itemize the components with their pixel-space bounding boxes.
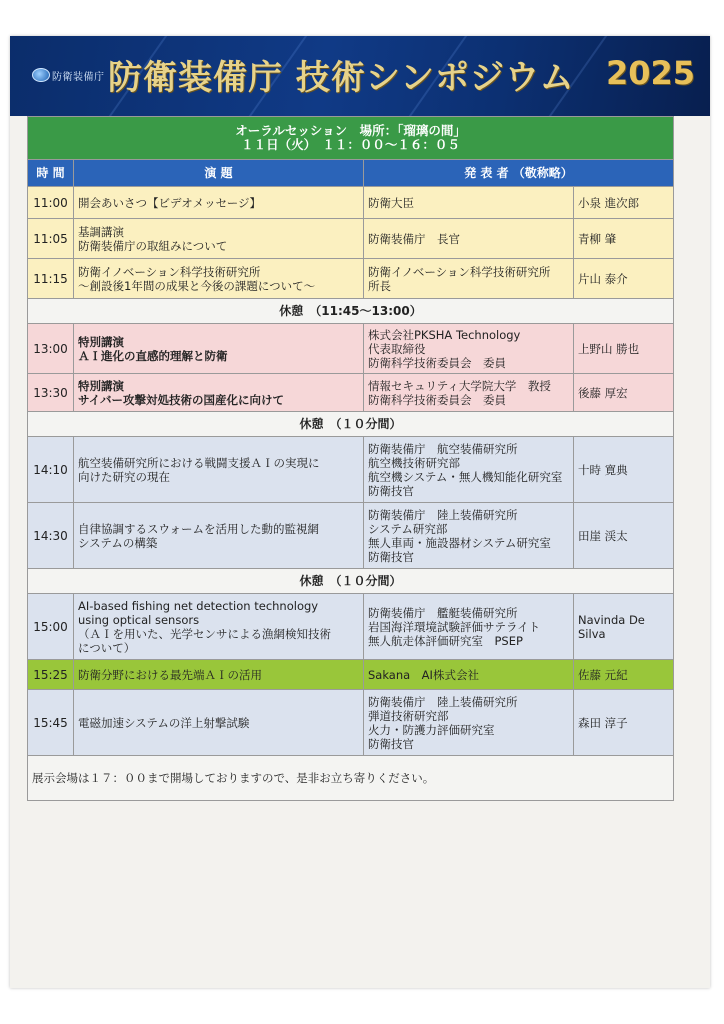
row-org: 株式会社PKSHA Technology 代表取締役 防衛科学技術委員会 委員 xyxy=(364,324,574,374)
row-org: 防衛装備庁 長官 xyxy=(364,219,574,259)
row-org: 防衛装備庁 艦艇装備研究所 岩国海洋環境試験評価サテライト 無人航走体評価研究室 PSEP xyxy=(364,594,574,660)
break-row xyxy=(28,569,674,594)
table-row xyxy=(28,437,674,503)
session-header xyxy=(28,117,674,160)
table-row xyxy=(28,187,674,219)
row-org: 防衛装備庁 航空装備研究所 航空機技術研究部 航空機システム・無人機知能化研究室 防衛技官 xyxy=(364,437,574,503)
row-org: 防衛イノベーション科学技術研究所 所長 xyxy=(364,259,574,299)
table-row xyxy=(28,690,674,756)
row-name: 後藤 厚宏 xyxy=(574,374,674,412)
symposium-banner xyxy=(10,36,710,116)
row-title: 防衛イノベーション科学技術研究所 ～創設後1年間の成果と今後の課題について～ xyxy=(74,259,364,299)
footer-row xyxy=(28,756,674,801)
row-title: 防衛分野における最先端ＡＩの活用 xyxy=(74,660,364,690)
row-name: 十時 寛典 xyxy=(574,437,674,503)
row-name: Navinda De Silva xyxy=(574,594,674,660)
session-date-time: １１日（火） １１：００～１６：０５ xyxy=(241,137,460,152)
row-time: 11:15 xyxy=(28,259,74,299)
row-time: 13:30 xyxy=(28,374,74,412)
col-title: 演 題 xyxy=(74,160,364,187)
column-header-row xyxy=(28,160,674,187)
row-org: 情報セキュリティ大学院大学 教授 防衛科学技術委員会 委員 xyxy=(364,374,574,412)
break-row xyxy=(28,412,674,437)
table-row xyxy=(28,660,674,690)
col-time: 時 間 xyxy=(28,160,74,187)
row-time: 15:25 xyxy=(28,660,74,690)
row-time: 14:30 xyxy=(28,503,74,569)
row-title: 航空装備研究所における戦闘支援ＡＩの実現に 向けた研究の現在 xyxy=(74,437,364,503)
break-row xyxy=(28,299,674,324)
table-row xyxy=(28,503,674,569)
col-presenter: 発 表 者 （敬称略） xyxy=(364,160,674,187)
row-title: 電磁加速システムの洋上射撃試験 xyxy=(74,690,364,756)
session-location: オーラルセッション 場所：「瑠璃の間」 xyxy=(235,123,466,138)
row-time: 14:10 xyxy=(28,437,74,503)
table-row xyxy=(28,594,674,660)
row-name: 青柳 肇 xyxy=(574,219,674,259)
banner-year: 2025 xyxy=(606,54,696,92)
banner-title: 防衛装備庁 技術シンポジウム xyxy=(108,58,575,98)
row-title: 自律協調するスウォームを活用した動的監視網 システムの構築 xyxy=(74,503,364,569)
row-title: 基調講演 防衛装備庁の取組みについて xyxy=(74,219,364,259)
row-name: 片山 泰介 xyxy=(574,259,674,299)
row-name: 森田 淳子 xyxy=(574,690,674,756)
row-title: 特別講演 サイバー攻撃対処技術の国産化に向けて xyxy=(74,374,364,412)
row-org: 防衛装備庁 陸上装備研究所 システム研究部 無人車両・施設器材システム研究室 防衛技官 xyxy=(364,503,574,569)
row-org: 防衛装備庁 陸上装備研究所 弾道技術研究部 火力・防護力評価研究室 防衛技官 xyxy=(364,690,574,756)
row-title: 開会あいさつ【ビデオメッセージ】 xyxy=(74,187,364,219)
row-name: 佐藤 元紀 xyxy=(574,660,674,690)
row-title: AI-based fishing net detection technology using optical sensors （ＡＩを用いた、光学センサによる漁網検知技術 について） xyxy=(74,594,364,660)
row-name: 小泉 進次郎 xyxy=(574,187,674,219)
row-name: 上野山 勝也 xyxy=(574,324,674,374)
row-name: 田崖 渓太 xyxy=(574,503,674,569)
row-time: 15:00 xyxy=(28,594,74,660)
row-time: 15:45 xyxy=(28,690,74,756)
break-label: 休憩 （１０分間） xyxy=(28,569,674,594)
table-row xyxy=(28,219,674,259)
table-row xyxy=(28,259,674,299)
break-label: 休憩 （１０分間） xyxy=(28,412,674,437)
footer-note: 展示会場は１７：００まで開場しておりますので、是非お立ち寄りください。 xyxy=(28,756,674,801)
table-row xyxy=(28,374,674,412)
schedule-table xyxy=(27,116,674,801)
row-org: Sakana AI株式会社 xyxy=(364,660,574,690)
row-time: 13:00 xyxy=(28,324,74,374)
agency-logo-text: 防衛装備庁 xyxy=(52,72,105,83)
row-org: 防衛大臣 xyxy=(364,187,574,219)
row-title: 特別講演 ＡＩ進化の直感的理解と防衛 xyxy=(74,324,364,374)
row-time: 11:05 xyxy=(28,219,74,259)
row-time: 11:00 xyxy=(28,187,74,219)
table-row xyxy=(28,324,674,374)
agency-logo-icon xyxy=(32,68,50,82)
break-label: 休憩 （11:45～13:00） xyxy=(28,299,674,324)
